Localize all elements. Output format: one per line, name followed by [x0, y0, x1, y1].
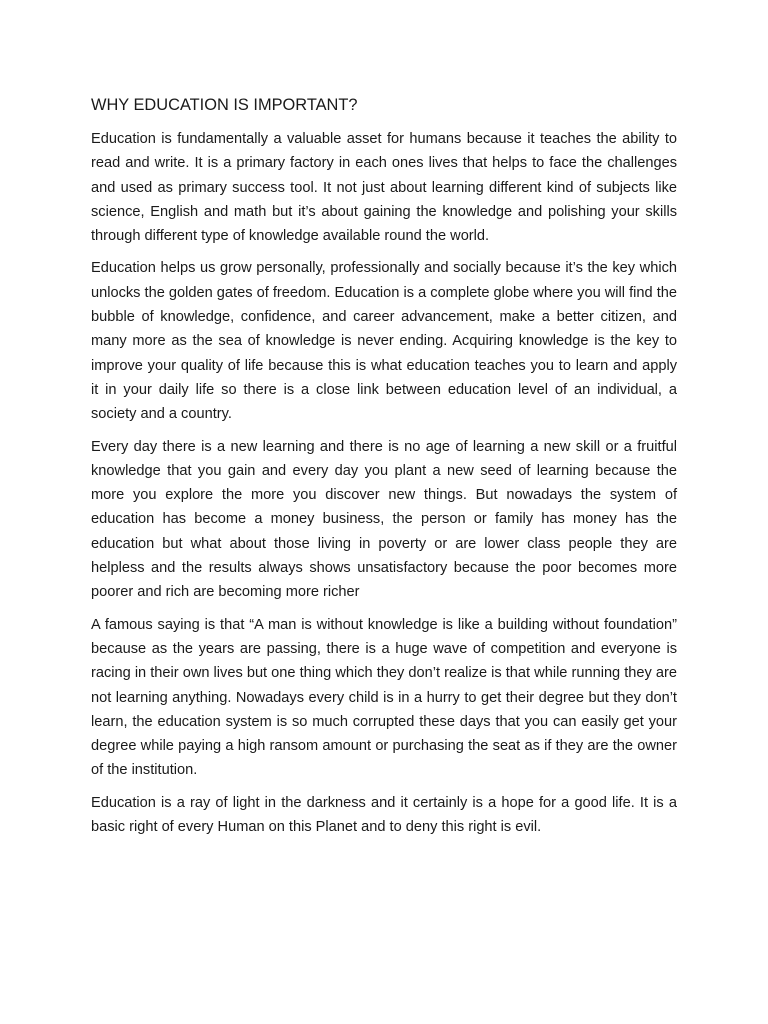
paragraph-3: Every day there is a new learning and there is no age of learning a new skill or a fruitful knowledge that you gain and every day you plant a new seed of learning because the more you explore the more you discover new things. But nowadays the system of education has become a money business, the person or family has money has the education but what about those living in poverty or are lower class people they are helpless and the results always shows unsatisfactory because the poor becomes more poorer and rich are becoming more richer [91, 438, 677, 601]
document-title: WHY EDUCATION IS IMPORTANT? [91, 96, 358, 114]
paragraph-4: A famous saying is that “A man is without knowledge is like a building without foundation” because as the years are passing, there is a huge wave of competition and everyone is racing in their own lives but one thing which they don’t realize is that while running they are not learning anything. Nowadays every child is in a hurry to get their degree but they don’t learn, the education system is so much corrupted these days that you can easily get your degree while paying a high ransom amount or purchasing the seat as if they are the owner of the institution. [91, 616, 677, 779]
document-body [91, 93, 677, 847]
paragraph-5: Education is a ray of light in the darkness and it certainly is a hope for a good life. It is a basic right of every Human on this Planet and to deny this right is evil. [91, 794, 677, 836]
paragraph-1: Education is fundamentally a valuable asset for humans because it teaches the ability to read and write. It is a primary factory in each ones lives that helps to face the challenges and used as primary success tool. It not just about learning different kind of subjects like science, English and math but it’s about gaining the knowledge and polishing your skills through different type of knowledge available round the world. [91, 131, 677, 245]
paragraph-2: Education helps us grow personally, professionally and socially because it’s the key which unlocks the golden gates of freedom. Education is a complete globe where you will find the bubble of knowledge, confidence, and career advancement, make a better citizen, and many more as the sea of knowledge is never ending. Acquiring knowledge is the key to improve your quality of life because this is what education teaches you to learn and apply it in your daily life so there is a close link between education level of an individual, a society and a country. [91, 260, 677, 423]
